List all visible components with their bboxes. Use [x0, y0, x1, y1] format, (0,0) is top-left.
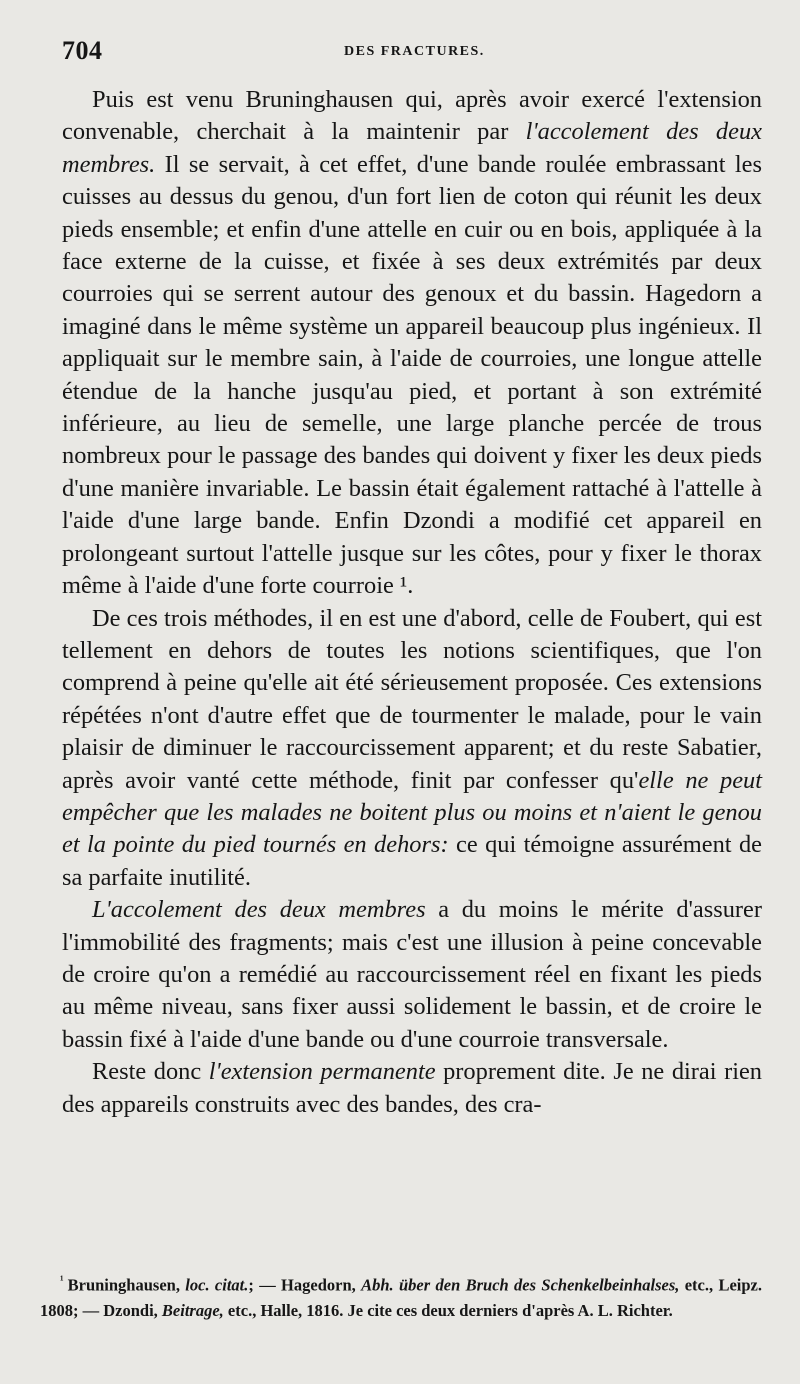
running-title: DES FRACTURES. — [344, 44, 485, 59]
text-run: Bruninghausen, — [67, 1275, 186, 1295]
text-run: Il se servait, à cet effet, d'une bande roulée embrassant les cuisses au dessus du genou, d'un fort lien de coton qui réunit les deux pieds ensemble; et enfin d'une attelle en cuir ou en bois, appliquée à la face externe de la cuisse, et fixée à ses deux extrémités par deux courroies qui se serrent autour des genoux et du bassin. Hagedorn a imaginé dans le même système un appareil beaucoup plus ingénieux. Il appliquait sur le membre sain, à l'aide de courroies, une longue attelle étendue de la hanche jusqu'au pied, et portant à son extrémité inférieure, au lieu de semelle, une large planche percée de trous nombreux pour le passage des bandes qui doivent y fixer les deux pieds d'une manière invariable. Le bassin était également rattaché à l'attelle à l'aide d'une large bande. Enfin Dzondi a modifié cet appareil en prolongeant surtout l'attelle jusque sur les côtes, pour y fixer le thorax même à l'aide d'une forte courroie ¹. — [62, 150, 762, 600]
body-text — [62, 84, 762, 1121]
paragraph — [62, 1056, 762, 1121]
text-run: De ces trois méthodes, il en est une d'abord, celle de Foubert, qui est tellement en dehors de toutes les notions scientifiques, que l'on comprend à peine qu'elle ait été sérieusement proposée. Ces extensions répétées n'ont d'autre effet que de tourmenter le malade, pour le vain plaisir de diminuer le raccourcissement apparent; et du reste Sabatier, après avoir vanté cette méthode, finit par confesser qu' — [62, 604, 762, 794]
paragraph — [62, 603, 762, 895]
text-run: etc., Leipz. 1808; — Dzondi, — [40, 1275, 762, 1320]
italic-text-run: L'accolement des deux membres — [92, 896, 426, 924]
italic-text-run: Abh. über den Bruch des Schenkelbeinhalses, — [361, 1275, 680, 1295]
italic-text-run: Beitrage, — [161, 1300, 224, 1320]
footnote — [40, 1268, 762, 1323]
paragraph — [62, 894, 762, 1056]
italic-text-run: elle ne peut empêcher que les malades ne boitent plus ou moins et n'aient le genou et la pointe du pied tournés en dehors: — [62, 766, 762, 859]
italic-text-run: loc. citat. — [185, 1275, 249, 1295]
page-header — [62, 36, 762, 84]
text-run: etc., Halle, 1816. Je cite ces deux derniers d'après A. L. Richter. — [223, 1300, 673, 1320]
footnotes — [40, 1268, 762, 1323]
text-run: Puis est venu Bruninghausen qui, après avoir exercé l'extension convenable, cherchait à la maintenir par — [62, 86, 762, 146]
italic-text-run: l'accolement des deux membres. — [62, 118, 762, 178]
footnote-marker: ¹ — [60, 1273, 64, 1287]
paragraph — [62, 84, 762, 603]
text-run: a du moins le mérite d'assurer l'immobilité des fragments; mais c'est une illusion à peine concevable de croire qu'on a remédié au raccourcissement réel en fixant les pieds au même niveau, sans fixer aussi solidement le bassin, et de croire le bassin fixé à l'aide d'une bande ou d'une courroie transversale. — [62, 896, 762, 1053]
text-run: ce qui témoigne assurément de sa parfaite inutilité. — [62, 831, 762, 891]
text-run: Reste donc — [92, 1058, 209, 1086]
text-run: proprement dite. Je ne dirai rien des appareils construits avec des bandes, des cra- — [62, 1058, 762, 1118]
italic-text-run: l'extension permanente — [208, 1058, 436, 1086]
text-run: ; — Hagedorn, — [248, 1275, 362, 1295]
page-number: 704 — [62, 36, 103, 65]
